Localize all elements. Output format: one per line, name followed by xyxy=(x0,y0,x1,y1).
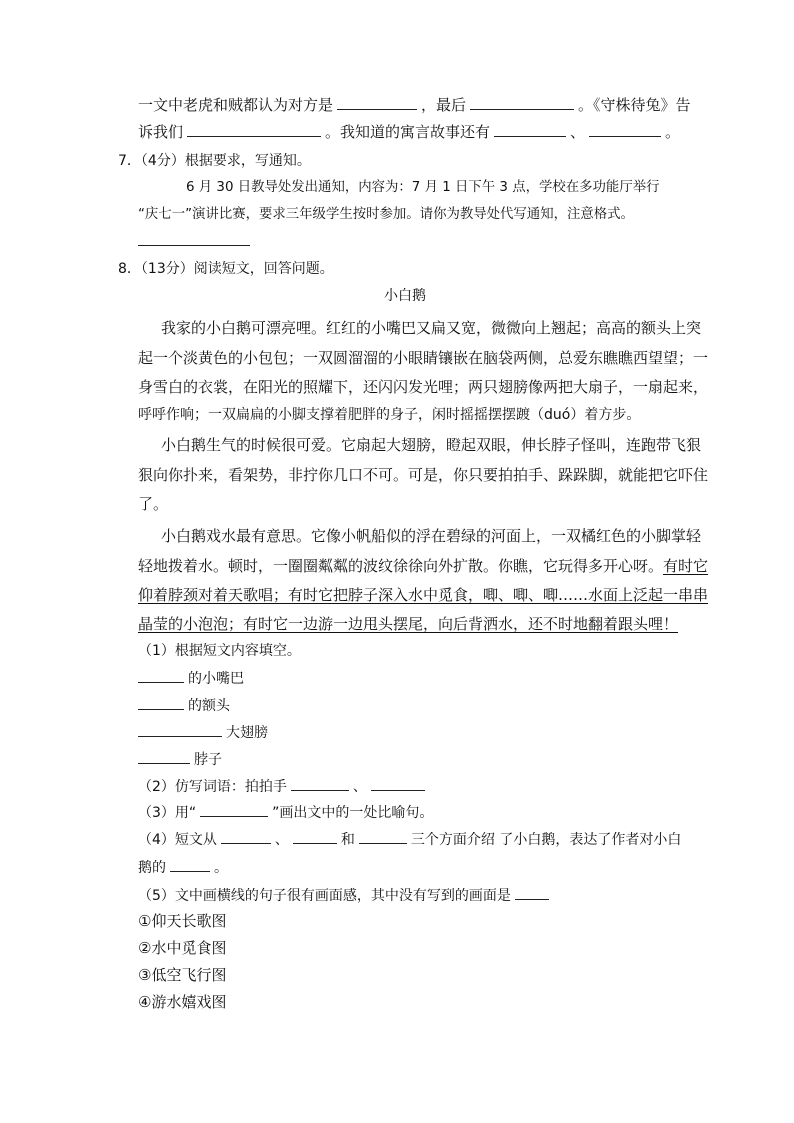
q8-p1-line-4: 呼呼作响；一双扁扁的小脚支撑着肥胖的身子，闲时摇摇摆摆踱（duó）着方步。 xyxy=(138,407,641,423)
q8-sub5 xyxy=(138,885,553,906)
q8-p3-underlined-start: 有时它 xyxy=(663,557,709,575)
sub4-text-f: 。 xyxy=(214,860,228,876)
q8-sub1-fill-4 xyxy=(138,749,222,770)
fill-4-text: 脖子 xyxy=(194,752,222,768)
sub2-blank-2[interactable] xyxy=(371,776,425,791)
sub5-blank[interactable] xyxy=(515,885,549,900)
q8-sub1-fill-2 xyxy=(138,695,230,716)
sub4-text-d: 三个方面介绍 了小白鹅，表达了作者对小白 xyxy=(410,832,682,848)
fill-4-blank[interactable] xyxy=(138,749,190,764)
q6-blank-1[interactable] xyxy=(337,95,417,110)
q7-answer-line[interactable] xyxy=(138,245,250,246)
option-3[interactable]: ③低空飞行图 xyxy=(138,966,227,984)
q8-p3-underlined-line-1: 仰着脖颈对着天歌唱；有时它把脖子深入水中觅食，唧、唧、唧……水面上泛起一串串 xyxy=(138,586,709,604)
q6-text-b: ，最后 xyxy=(421,96,467,114)
sub4-text-e: 鹅的 xyxy=(138,860,166,876)
q8-sub1-fill-3 xyxy=(138,722,268,743)
q6-text-g: 。 xyxy=(665,123,681,141)
option-4[interactable]: ④游水嬉戏图 xyxy=(138,993,227,1011)
q8-p3-line-2 xyxy=(138,556,708,576)
q8-sub1-label: （1）根据短文内容填空。 xyxy=(138,643,301,659)
q6-text-e: 。我知道的寓言故事还有 xyxy=(325,123,491,141)
fill-2-blank[interactable] xyxy=(138,695,184,710)
sub2-sep: 、 xyxy=(352,779,367,795)
q8-title: 小白鹅 xyxy=(384,288,426,304)
sub4-blank-3[interactable] xyxy=(359,829,407,844)
q8-p3-line-2-text: 轻地拨着水。顿时，一圈圈粼粼的波纹徐徐向外扩散。你瞧，它玩得多开心呀。 xyxy=(138,557,664,575)
sub3-sample-line xyxy=(200,802,268,817)
q8-sub2 xyxy=(138,776,429,797)
fill-1-blank[interactable] xyxy=(138,668,184,683)
option-1[interactable]: ①仰天长歌图 xyxy=(138,912,227,930)
sub4-blank-4[interactable] xyxy=(170,857,210,872)
fill-3-text: 大翅膀 xyxy=(226,725,268,741)
sub2-text: （2）仿写词语：拍拍手 xyxy=(138,779,287,795)
q8-sub3 xyxy=(138,802,433,823)
q8-p2-line-3: 了。 xyxy=(138,495,169,513)
sub2-blank-1[interactable] xyxy=(291,776,349,791)
q7-body-1: 6 月 30 日教导处发出通知，内容为：7 月 1 日下午 3 点，学校在多功能厅举行 xyxy=(186,180,660,195)
sub3-text-b: ”画出文中的一处比喻句。 xyxy=(272,805,434,821)
q7-label: 7．（4分）根据要求，写通知。 xyxy=(118,153,311,169)
fill-1-text: 的小嘴巴 xyxy=(188,671,244,687)
sub4-text-a: （4）短文从 xyxy=(138,832,217,848)
fill-3-blank[interactable] xyxy=(138,722,222,737)
q6-line-1 xyxy=(138,95,691,115)
sub4-text-b: 、 xyxy=(274,832,289,848)
q6-text-c: 。《守株待兔》告 xyxy=(578,96,691,114)
q8-p1-line-2: 起一个淡黄色的小包包；一双圆溜溜的小眼睛镶嵌在脑袋两侧，总爱东瞧瞧西望望；一 xyxy=(138,349,709,367)
option-2[interactable]: ②水中觅食图 xyxy=(138,939,227,957)
q6-blank-5[interactable] xyxy=(589,122,661,137)
q6-text-d: 诉我们 xyxy=(138,123,184,141)
q6-blank-2[interactable] xyxy=(470,95,574,110)
q6-blank-3[interactable] xyxy=(187,122,321,137)
q8-sub4-line-2 xyxy=(138,857,228,878)
q6-blank-4[interactable] xyxy=(494,122,566,137)
q8-p3-underlined-line-2: 晶莹的小泡泡；有时它一边游一边甩头摆尾，向后背洒水，还不时地翻着跟头哩！ xyxy=(138,615,679,633)
sub5-text: （5）文中画横线的句子很有画面感，其中没有写到的画面是 xyxy=(138,888,511,904)
q6-text-f: 、 xyxy=(570,123,586,141)
q8-p2-line-2: 狠向你扑来，看架势，非拧你几口不可。可是，你只要拍拍手、跺跺脚，就能把它吓住 xyxy=(138,466,709,484)
fill-2-text: 的额头 xyxy=(188,698,230,714)
q8-p2-line-1: 小白鹅生气的时候很可爱。它扇起大翅膀，瞪起双眼，伸长脖子怪叫，连跑带飞狠 xyxy=(161,436,702,454)
sub3-text-a: （3）用“ xyxy=(138,805,197,821)
q7-body-2: “庆七一”演讲比赛，要求三年级学生按时参加。请你为教导处代写通知，注意格式。 xyxy=(138,207,634,222)
q8-sub1-fill-1 xyxy=(138,668,244,689)
sub4-blank-1[interactable] xyxy=(221,829,271,844)
sub4-text-c: 和 xyxy=(340,832,355,848)
q6-line-2 xyxy=(138,122,680,142)
q8-label: 8．（13分）阅读短文，回答问题。 xyxy=(118,261,334,277)
q8-sub4-line-1 xyxy=(138,829,681,850)
q6-text-a: 一文中老虎和贼都认为对方是 xyxy=(138,96,334,114)
q8-p1-line-1: 我家的小白鹅可漂亮哩。红红的小嘴巴又扁又宽，微微向上翘起；高高的额头上突 xyxy=(161,319,702,337)
q8-p1-line-3: 身雪白的衣裳，在阳光的照耀下，还闪闪发光哩；两只翅膀像两把大扇子，一扇起来， xyxy=(138,378,709,396)
q8-p3-line-1: 小白鹅戏水最有意思。它像小帆船似的浮在碧绿的河面上，一双橘红色的小脚掌轻 xyxy=(161,527,702,545)
sub4-blank-2[interactable] xyxy=(293,829,337,844)
